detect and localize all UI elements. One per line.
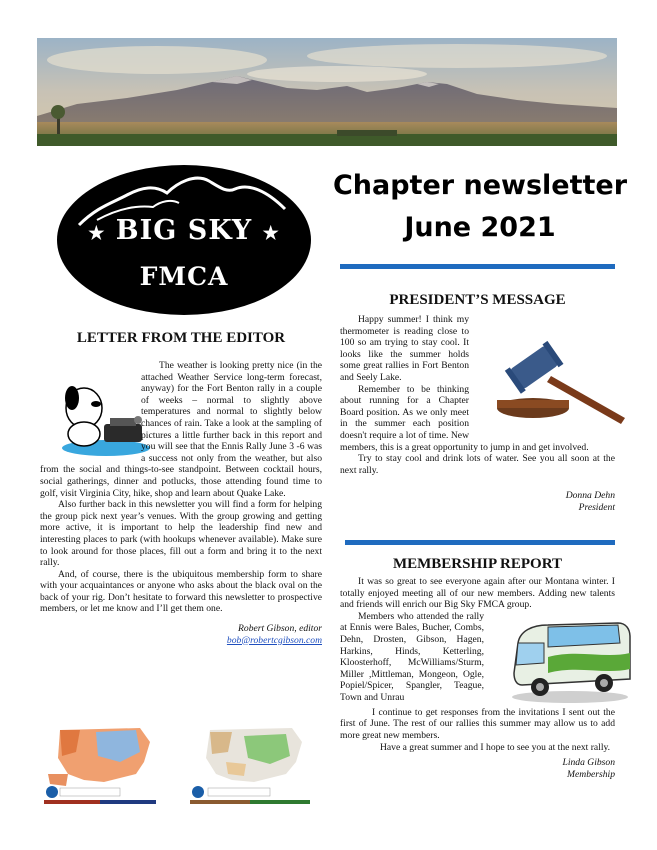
section-divider-top: [340, 264, 615, 269]
editor-letter-paragraph-3: And, of course, there is the ubiquitous membership form to share with your acquaintances or anyone who asks about the black oval on the back of your rig. Don’t hesitate to forward this newsletter to prospective members, or let me know and I’ll get them one.: [40, 568, 322, 615]
precipitation-outlook-map: [186, 722, 314, 810]
logo-big-sky-text: BIG SKY: [115, 215, 253, 246]
president-message-body: [340, 314, 615, 514]
editor-email-link[interactable]: bob@robertcgibson.com: [226, 634, 322, 646]
snoopy-icon: [58, 368, 153, 458]
precipitation-map-image: [186, 722, 314, 810]
editor-letter-body: [40, 360, 322, 646]
membership-report-paragraph-1: It was so great to see everyone again after our Montana winter. I totally enjoyed meeting all of our new members. Adding new talents and friends will enrich our Big Sky FMCA group.: [340, 576, 615, 611]
membership-report-body: [340, 576, 615, 780]
star-icon: ★: [88, 223, 106, 244]
newsletter-title-line2: June 2021: [404, 212, 556, 243]
membership-report-paragraph-3: I continue to get responses from the invitations I sent out the first of June. The rest of our rallies this summer may allow us to add more great new members.: [340, 706, 615, 741]
snoopy-typewriter-image: [40, 368, 135, 458]
membership-report-paragraph-4: Have a great summer and I hope to see you at the next rally.: [380, 741, 611, 753]
temperature-map-image: [40, 722, 160, 810]
editor-signature-name: Robert Gibson, editor: [238, 623, 322, 635]
motorhome-icon: [508, 613, 633, 705]
editor-letter-heading: LETTER FROM THE EDITOR: [76, 330, 286, 346]
newsletter-title-line1: Chapter newsletter: [332, 170, 628, 201]
editor-letter-paragraph-1: The weather is looking pretty nice (in the attached Weather Service long-term forecast, anyway) for the Fort Benton rally in a couple of weeks – normal to slightly above temperatures and normal to slightly below chances of rain. Take a look at the sampling of pictures a little further back in this report and you will see that the Ennis Rally June 3 -6 was a success not only from the weather, but also from the social and things-to-see standpoint. Between cocktail hours, social gatherings, dinner and potlucks, those attending found time to golf, visit Virginia City, hike, shop and learn about Quake Lake.: [40, 360, 322, 499]
membership-report-heading: MEMBERSHIP REPORT: [392, 556, 563, 572]
mountain-landscape-illustration: [37, 38, 617, 146]
gavel-image: [475, 336, 615, 426]
header-landscape-image: [37, 38, 617, 146]
president-message-paragraph-3: Try to stay cool and drink lots of water. See you all soon at the next rally.: [340, 453, 615, 476]
motorhome-image: [490, 613, 615, 705]
membership-signature-title: Membership: [567, 768, 615, 780]
president-signature-name: Donna Dehn: [565, 490, 615, 502]
big-sky-fmca-logo: [57, 165, 311, 315]
president-message-paragraph-1: Happy summer! I think my thermometer is reading close to 100 so am trying to stay cool. It looks like the summer holds some great rallies in Fort Benton and Seely Lake.: [340, 314, 615, 384]
president-signature-title: President: [578, 501, 615, 513]
membership-signature-name: Linda Gibson: [562, 757, 615, 769]
president-message-heading: PRESIDENT’S MESSAGE: [389, 292, 566, 308]
editor-letter-paragraph-2: Also further back in this newsletter you will find a form for helping the group pick next year’s venues. With the group growing and getting more active, it is important to help the leadership find new and interesting places to park (with hookups whenever available). Make sure to look around for those places, fill out a form and bring it to the next rally.: [40, 499, 322, 569]
logo-fmca-text: FMCA: [139, 262, 229, 291]
section-divider-middle: [345, 540, 615, 545]
membership-report-paragraph-2: Members who attended the rally at Ennis were Bales, Bucher, Combs, Dehn, Drosten, Gibson, Hagen, Harkins, Hinds, Ketterling, Kloosterhoff, McWilliams/Sturm, Miller ,Mittleman, Mongeon, Ogle, Popiel/Spicer, Spangler, Teague, Town and Unrau: [340, 611, 615, 704]
temperature-outlook-map: [40, 722, 160, 810]
newsletter-title: [320, 168, 640, 246]
gavel-icon: [493, 336, 633, 426]
star-icon: ★: [262, 223, 280, 244]
president-message-paragraph-2: Remember to be thinking about running for a Chapter Board position. As we only meet in the summer each position doesn't require a lot of time. New members, this is a great opportunity to jump in and get involved.: [340, 383, 589, 453]
